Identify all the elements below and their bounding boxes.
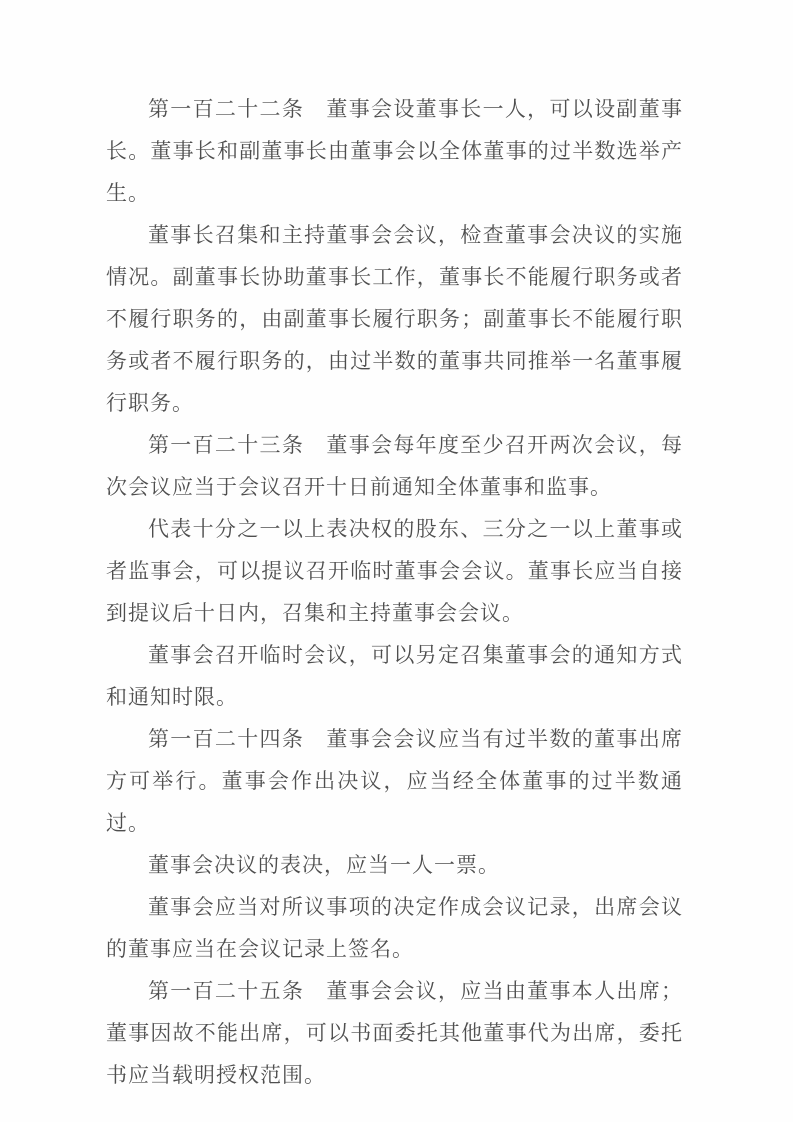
paragraph: 第一百二十三条 董事会每年度至少召开两次会议，每次会议应当于会议召开十日前通知全体董事和监事。 <box>106 433 683 499</box>
paragraph: 董事长召集和主持董事会会议，检查董事会决议的实施情况。副董事长协助董事长工作，董事长不能履行职务或者不履行职务的，由副董事长履行职务；副董事长不能履行职务或者不履行职务的，由过半数的董事共同推举一名董事履行职务。 <box>106 223 683 415</box>
paragraph: 董事会决议的表决，应当一人一票。 <box>148 853 500 877</box>
paragraph: 第一百二十四条 董事会会议应当有过半数的董事出席方可举行。董事会作出决议，应当经全体董事的过半数通过。 <box>106 727 683 835</box>
paragraph: 第一百二十二条 董事会设董事长一人，可以设副董事长。董事长和副董事长由董事会以全体董事的过半数选举产生。 <box>106 97 683 205</box>
paragraph: 董事会召开临时会议，可以另定召集董事会的通知方式和通知时限。 <box>106 643 683 709</box>
paragraph: 代表十分之一以上表决权的股东、三分之一以上董事或者监事会，可以提议召开临时董事会会议。董事长应当自接到提议后十日内，召集和主持董事会会议。 <box>106 517 683 625</box>
paragraph: 第一百二十五条 董事会会议，应当由董事本人出席；董事因故不能出席，可以书面委托其他董事代为出席，委托书应当载明授权范围。 <box>106 979 683 1087</box>
document-body <box>106 88 683 1096</box>
paragraph: 董事会应当对所议事项的决定作成会议记录，出席会议的董事应当在会议记录上签名。 <box>106 895 683 961</box>
